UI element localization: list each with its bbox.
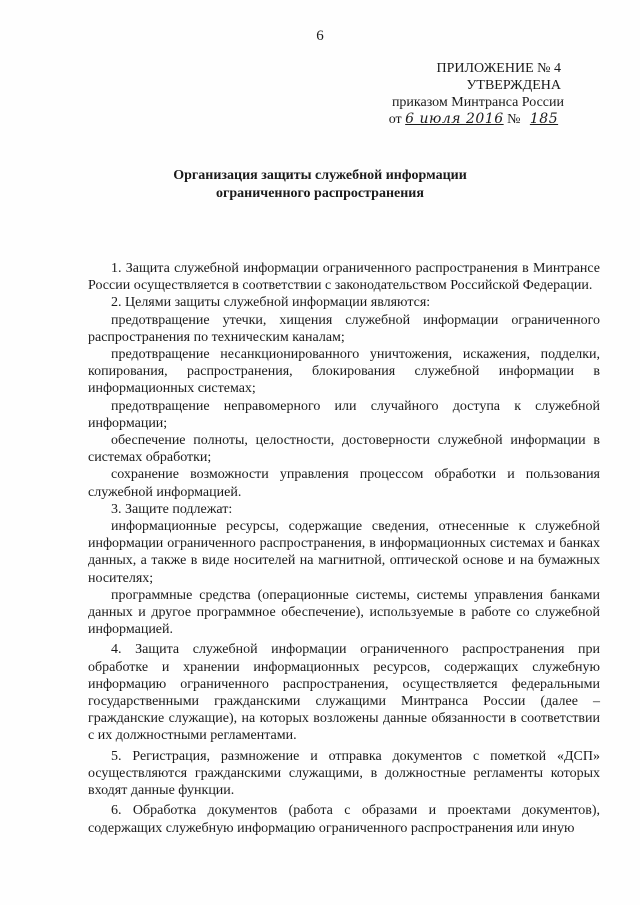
paragraph-6: 6. Обработка документов (работа с образами и проектами документов), содержащих служебную информацию ограниченного распространения или иную xyxy=(88,803,600,836)
list-item: информационные ресурсы, содержащие сведения, отнесенные к служебной информации ограниченного распространения, в информационных системах и банках данных, а также в виде носителей на магнитной, оптической основе и на бумажных носителях; xyxy=(88,519,600,586)
paragraph-4: 4. Защита служебной информации ограниченного распространения при обработке и хранении информационных ресурсов, содержащих служебную информацию ограниченного распространения, осуществляется федеральными государственными гражданскими служащими Минтранса России (далее – гражданские служащие), на которых возложены данные обязанности в соответствии с их должностными регламентами. xyxy=(88,642,600,744)
date-prefix: от xyxy=(388,112,402,127)
list-item: обеспечение полноты, целостности, достоверности служебной информации в системах обработки; xyxy=(88,433,600,466)
title-line-1: Организация защиты служебной информации xyxy=(173,168,467,183)
paragraph-1: 1. Защита служебной информации ограниченного распространения в Минтрансе России осуществляется в соответствии с законодательством Российской Федерации. xyxy=(88,261,600,294)
order-reference: приказом Минтранса России xyxy=(391,95,564,110)
paragraph-3: 3. Защите подлежат: xyxy=(111,501,233,517)
appendix-stamp xyxy=(324,60,564,128)
list-item: предотвращение несанкционированного уничтожения, искажения, подделки, копирования, распространения, блокирования служебной информации в информационных системах; xyxy=(88,347,600,397)
list-item: предотвращение неправомерного или случайного доступа к служебной информации; xyxy=(88,398,600,431)
appendix-title: ПРИЛОЖЕНИЕ № 4 xyxy=(436,61,561,76)
page-number: 6 xyxy=(316,28,324,44)
paragraph-2: 2. Целями защиты служебной информации являются: xyxy=(111,295,431,311)
document-title xyxy=(0,167,640,203)
paragraph-5: 5. Регистрация, размножение и отправка документов с пометкой «ДСП» осуществляются гражданскими служащими, в должностные регламенты которых входят данные функции. xyxy=(88,748,600,799)
approved-label: УТВЕРЖДЕНА xyxy=(466,78,561,93)
document-body xyxy=(88,257,600,837)
order-date-row xyxy=(324,111,564,128)
handwritten-order-number: 185 xyxy=(529,111,559,127)
number-label: № xyxy=(507,112,521,127)
list-item: сохранение возможности управления процессом обработки и пользования служебной информацией. xyxy=(88,467,600,500)
list-item: предотвращение утечки, хищения служебной информации ограниченного распространения по техническим каналам; xyxy=(88,312,600,345)
title-line-2: ограниченного распространения xyxy=(216,186,424,201)
list-item: программные средства (операционные системы, системы управления банками данных и другое программное обеспечение), используемые в работе со служебной информацией. xyxy=(88,587,600,638)
handwritten-date: 6 июля 2016 xyxy=(405,111,504,127)
